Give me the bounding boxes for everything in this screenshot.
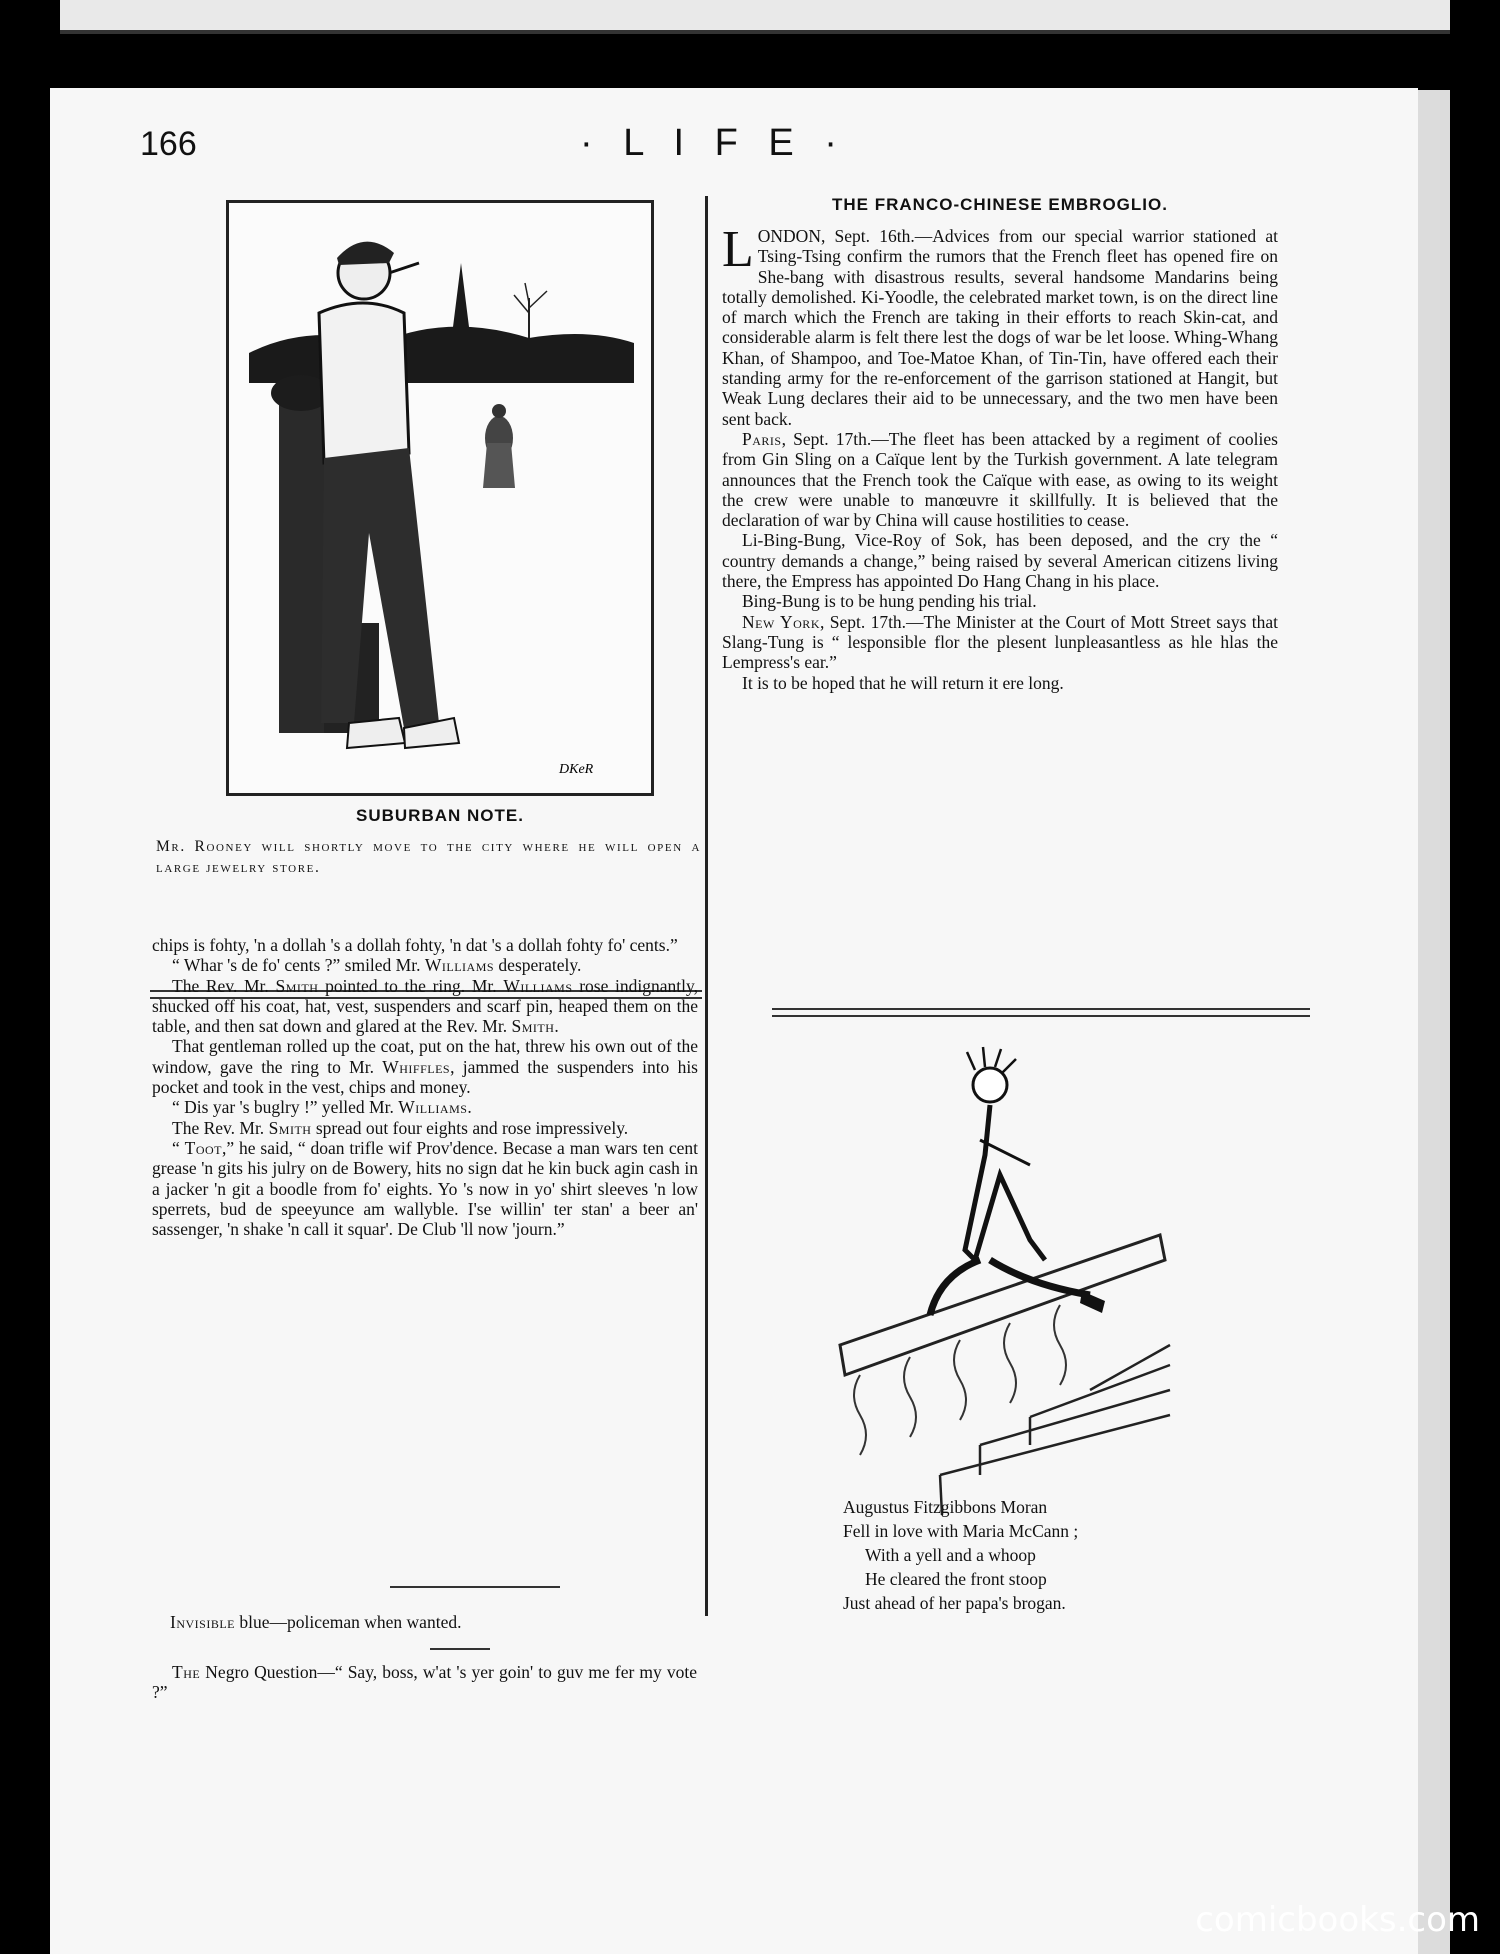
article-paragraph bbox=[722, 429, 1278, 530]
verse-line: With a yell and a whoop bbox=[865, 1545, 1036, 1565]
section-divider bbox=[390, 1586, 560, 1588]
book-spine-edge bbox=[1415, 90, 1450, 1954]
verse-line: He cleared the front stoop bbox=[865, 1569, 1047, 1589]
character-name: Williams bbox=[424, 955, 495, 976]
note-lead: Invisible bbox=[170, 1612, 235, 1632]
article-paragraph: Li-Bing-Bung, Vice-Roy of Sok, has been deposed, and the cry the “ country demands a change,” being raised by several American citizens living there, the Empress has appointed Do Hang Chang in his place. bbox=[722, 530, 1278, 592]
story-text: That gentleman rolled up the coat, put on the hat, threw his own out of the window, gave the ring to Mr. bbox=[152, 1036, 698, 1077]
watermark: comicbooks.com bbox=[1195, 1900, 1480, 1940]
masthead: · L I F E · bbox=[580, 122, 847, 164]
character-name: Williams bbox=[398, 1097, 468, 1118]
artist-signature: DKeR bbox=[559, 762, 594, 777]
character-name: Smith bbox=[275, 975, 319, 996]
story-paragraph bbox=[152, 1097, 698, 1117]
verse-line: Augustus Fitzgibbons Moran bbox=[843, 1497, 1048, 1517]
story-paragraph: chips is fohty, 'n a dollah 's a dollah fohty, 'n dat 's a dollah fohty fo' cents.” bbox=[152, 935, 678, 955]
story-text: desperately. bbox=[494, 955, 582, 976]
article-paragraph bbox=[722, 612, 1278, 673]
story-text: rose indignantly, shucked off his coat, hat, vest, suspenders and scarf pin, heaped them on the table, and then sat down and glared at the Rev. Mr. bbox=[152, 975, 698, 1037]
story-paragraph bbox=[152, 1036, 698, 1097]
article-text: , Sept. 17th.—The Minister at the Court of Mott Street says that Slang-Tung is “ lesponsible flor the plesent lunpleasantless as hle hlas the Lempress's ear.” bbox=[722, 611, 1278, 673]
story-text: ,” he said, “ doan trifle wif Prov'dence. Becase a man wars ten cent grease 'n gits his julry on de Bowery, hits no sign dat he kin buck agin cash in a jacker 'n git a boodle from fo' eights. Yo 's now in yo' shirt sleeves 'n low sperrets, bud de speeyunce am wallyble. I'se willin' ter stan' a beer an' sassenger, 'n shake 'n call it squar'. De Club 'll now 'journ.” bbox=[152, 1137, 698, 1240]
story-paragraph bbox=[152, 955, 698, 975]
double-rule-right bbox=[772, 1008, 1310, 1017]
story-text: “ bbox=[172, 1137, 185, 1158]
previous-page-edge bbox=[60, 0, 1450, 34]
cartoon-caption: Mr. Rooney will shortly move to the city where he will open a large jewelry store. bbox=[156, 838, 701, 876]
cartoon-frame bbox=[226, 200, 654, 796]
suburban-note-illustration bbox=[229, 203, 651, 793]
story-text: Toot bbox=[184, 1137, 222, 1158]
article-paragraph: It is to be hoped that he will return it ere long. bbox=[742, 672, 1064, 693]
dateline: Paris bbox=[742, 428, 782, 449]
story-text: The Rev. Mr. bbox=[172, 975, 276, 996]
article-paragraph bbox=[722, 221, 1278, 429]
cartoon-title: SUBURBAN NOTE. bbox=[356, 806, 524, 825]
drop-cap: L bbox=[722, 221, 754, 278]
story-text: “ Whar 's de fo' cents ?” smiled Mr. bbox=[172, 955, 425, 976]
note-lead: The bbox=[172, 1662, 201, 1682]
page-number: 166 bbox=[140, 125, 197, 163]
character-name: Smith bbox=[268, 1117, 312, 1138]
story-text: . bbox=[554, 1016, 559, 1037]
article-paragraph: Bing-Bung is to be hung pending his trial. bbox=[742, 591, 1037, 612]
note-text: blue—policeman when wanted. bbox=[235, 1612, 462, 1632]
character-name: Whiffles bbox=[382, 1056, 451, 1077]
moran-illustration bbox=[830, 1045, 1190, 1565]
note-text: Negro Question—“ Say, boss, w'at 's yer goin' to guv me fer my vote ?” bbox=[152, 1662, 697, 1703]
character-name: Smith bbox=[511, 1016, 555, 1037]
dateline: New York bbox=[742, 611, 820, 632]
section-divider bbox=[430, 1648, 490, 1650]
story-paragraph bbox=[152, 1138, 698, 1239]
column-rule bbox=[705, 196, 708, 1616]
character-name: Williams bbox=[503, 975, 573, 996]
story-text: , jammed the suspenders into his pocket and took in the vest, chips and money. bbox=[152, 1056, 698, 1098]
story-body bbox=[152, 935, 698, 1239]
story-paragraph bbox=[152, 1118, 698, 1138]
verse-line: Just ahead of her papa's brogan. bbox=[843, 1593, 1066, 1613]
verse bbox=[843, 1495, 1078, 1615]
note-negro-question bbox=[152, 1662, 697, 1703]
article-title: THE FRANCO-CHINESE EMBROGLIO. bbox=[832, 195, 1168, 214]
note-invisible bbox=[170, 1612, 690, 1632]
story-text: “ Dis yar 's buglry !” yelled Mr. bbox=[172, 1097, 399, 1118]
verse-line: Fell in love with Maria McCann ; bbox=[843, 1521, 1079, 1541]
story-text: pointed to the ring. Mr. bbox=[318, 975, 504, 996]
story-paragraph bbox=[152, 976, 698, 1037]
story-text: . bbox=[467, 1097, 472, 1118]
article-text: , Sept. 17th.—The fleet has been attacked by a regiment of coolies from Gin Sling on a Caïque lent by the Turkish government. A late telegram announces that the French took the Caïque with ease, as owing to its weight the crew were unable to manœuvre it skillfully. It is believed that the declaration of war by China will cause hostilities to cease. bbox=[722, 428, 1278, 531]
story-text: The Rev. Mr. bbox=[172, 1117, 269, 1138]
story-text: spread out four eights and rose impressively. bbox=[311, 1117, 629, 1138]
article-body bbox=[722, 221, 1278, 693]
article-text: ONDON, Sept. 16th.—Advices from our special warrior stationed at Tsing-Tsing confirm the rumors that the French fleet has opened fire on She-bang with disastrous results, several handsome Mandarins being totally demolished. Ki-Yoodle, the celebrated market town, is on the direct line of march which the French are taking in their efforts to reach Skin-cat, and considerable alarm is felt there lest the dogs of war be let loose. Whing-Whang Khan, of Shampoo, and Toe-Matoe Khan, of Tin-Tin, have offered each their standing army for the re-enforcement of the garrison stationed at Hangit, but Weak Lung declares their aid to be unnecessary, and the two men have been sent back. bbox=[722, 226, 1278, 429]
